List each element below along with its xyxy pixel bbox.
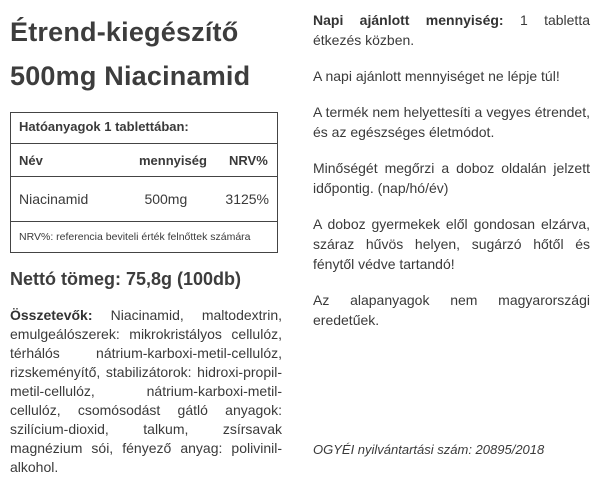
table-caption: Hatóanyagok 1 tablettában: bbox=[11, 113, 277, 144]
origin-paragraph: Az alapanyagok nem magyarországi eredetűek. bbox=[313, 292, 590, 328]
cell-amount: 500mg bbox=[144, 191, 188, 207]
net-weight: Nettó tömeg: 75,8g (100db) bbox=[10, 269, 242, 289]
dosage-paragraph bbox=[313, 10, 590, 50]
storage-date-paragraph: Minőségét megőrzi a doboz oldalán jelzett időpontig. (nap/hó/év) bbox=[313, 160, 590, 196]
active-ingredients-table bbox=[10, 112, 278, 253]
dosage-label: Napi ajánlott mennyiség: bbox=[313, 12, 504, 28]
storage-paragraph: A doboz gyermekek elől gondosan elzárva, száraz hűvös helyen, sugárzó hőtől és fénytől védve tartandó! bbox=[313, 216, 590, 272]
table-row bbox=[11, 177, 277, 222]
product-title-line2: 500mg Niacinamid bbox=[10, 61, 251, 91]
dosage-text: 1 tabletta étkezés közben. bbox=[313, 12, 590, 48]
product-title-line1: Étrend-kiegészítő bbox=[10, 17, 239, 47]
diet-paragraph: A termék nem helyettesíti a vegyes étrendet, és az egészséges életmódot. bbox=[313, 104, 590, 140]
cell-name: Niacinamid bbox=[19, 191, 89, 207]
ingredients-list: Niacinamid, maltodextrin, emulgeálószerek: mikrokristályos cellulóz, térhálós nátrium-karboxi-metil-cellulóz, rizskeményítő, stabilizátorok: hidroxi-propil-metil-cellulóz, nátrium-karboxi-metil-cellulóz, csomósodást gátló anyagok: szilícium-dioxid, talkum, zsírsavak magnézium sói, fényező anyag: polivinil-alkohol. bbox=[10, 307, 282, 475]
table-header-row bbox=[11, 144, 277, 177]
right-column bbox=[313, 10, 590, 346]
warning-paragraph: A napi ajánlott mennyiséget ne lépje túl! bbox=[313, 68, 560, 84]
registration-number: OGYÉI nyilvántartási szám: 20895/2018 bbox=[313, 442, 545, 457]
header-amount: mennyiség bbox=[139, 152, 207, 168]
left-column bbox=[10, 10, 282, 477]
ingredients-text bbox=[10, 306, 282, 477]
header-name: Név bbox=[19, 152, 43, 168]
table-footnote: NRV%: referencia beviteli érték felnőttek számára bbox=[19, 231, 251, 243]
ingredients-label: Összetevők: bbox=[10, 307, 93, 323]
cell-nrv: 3125% bbox=[225, 191, 269, 207]
header-nrv: NRV% bbox=[229, 152, 268, 168]
